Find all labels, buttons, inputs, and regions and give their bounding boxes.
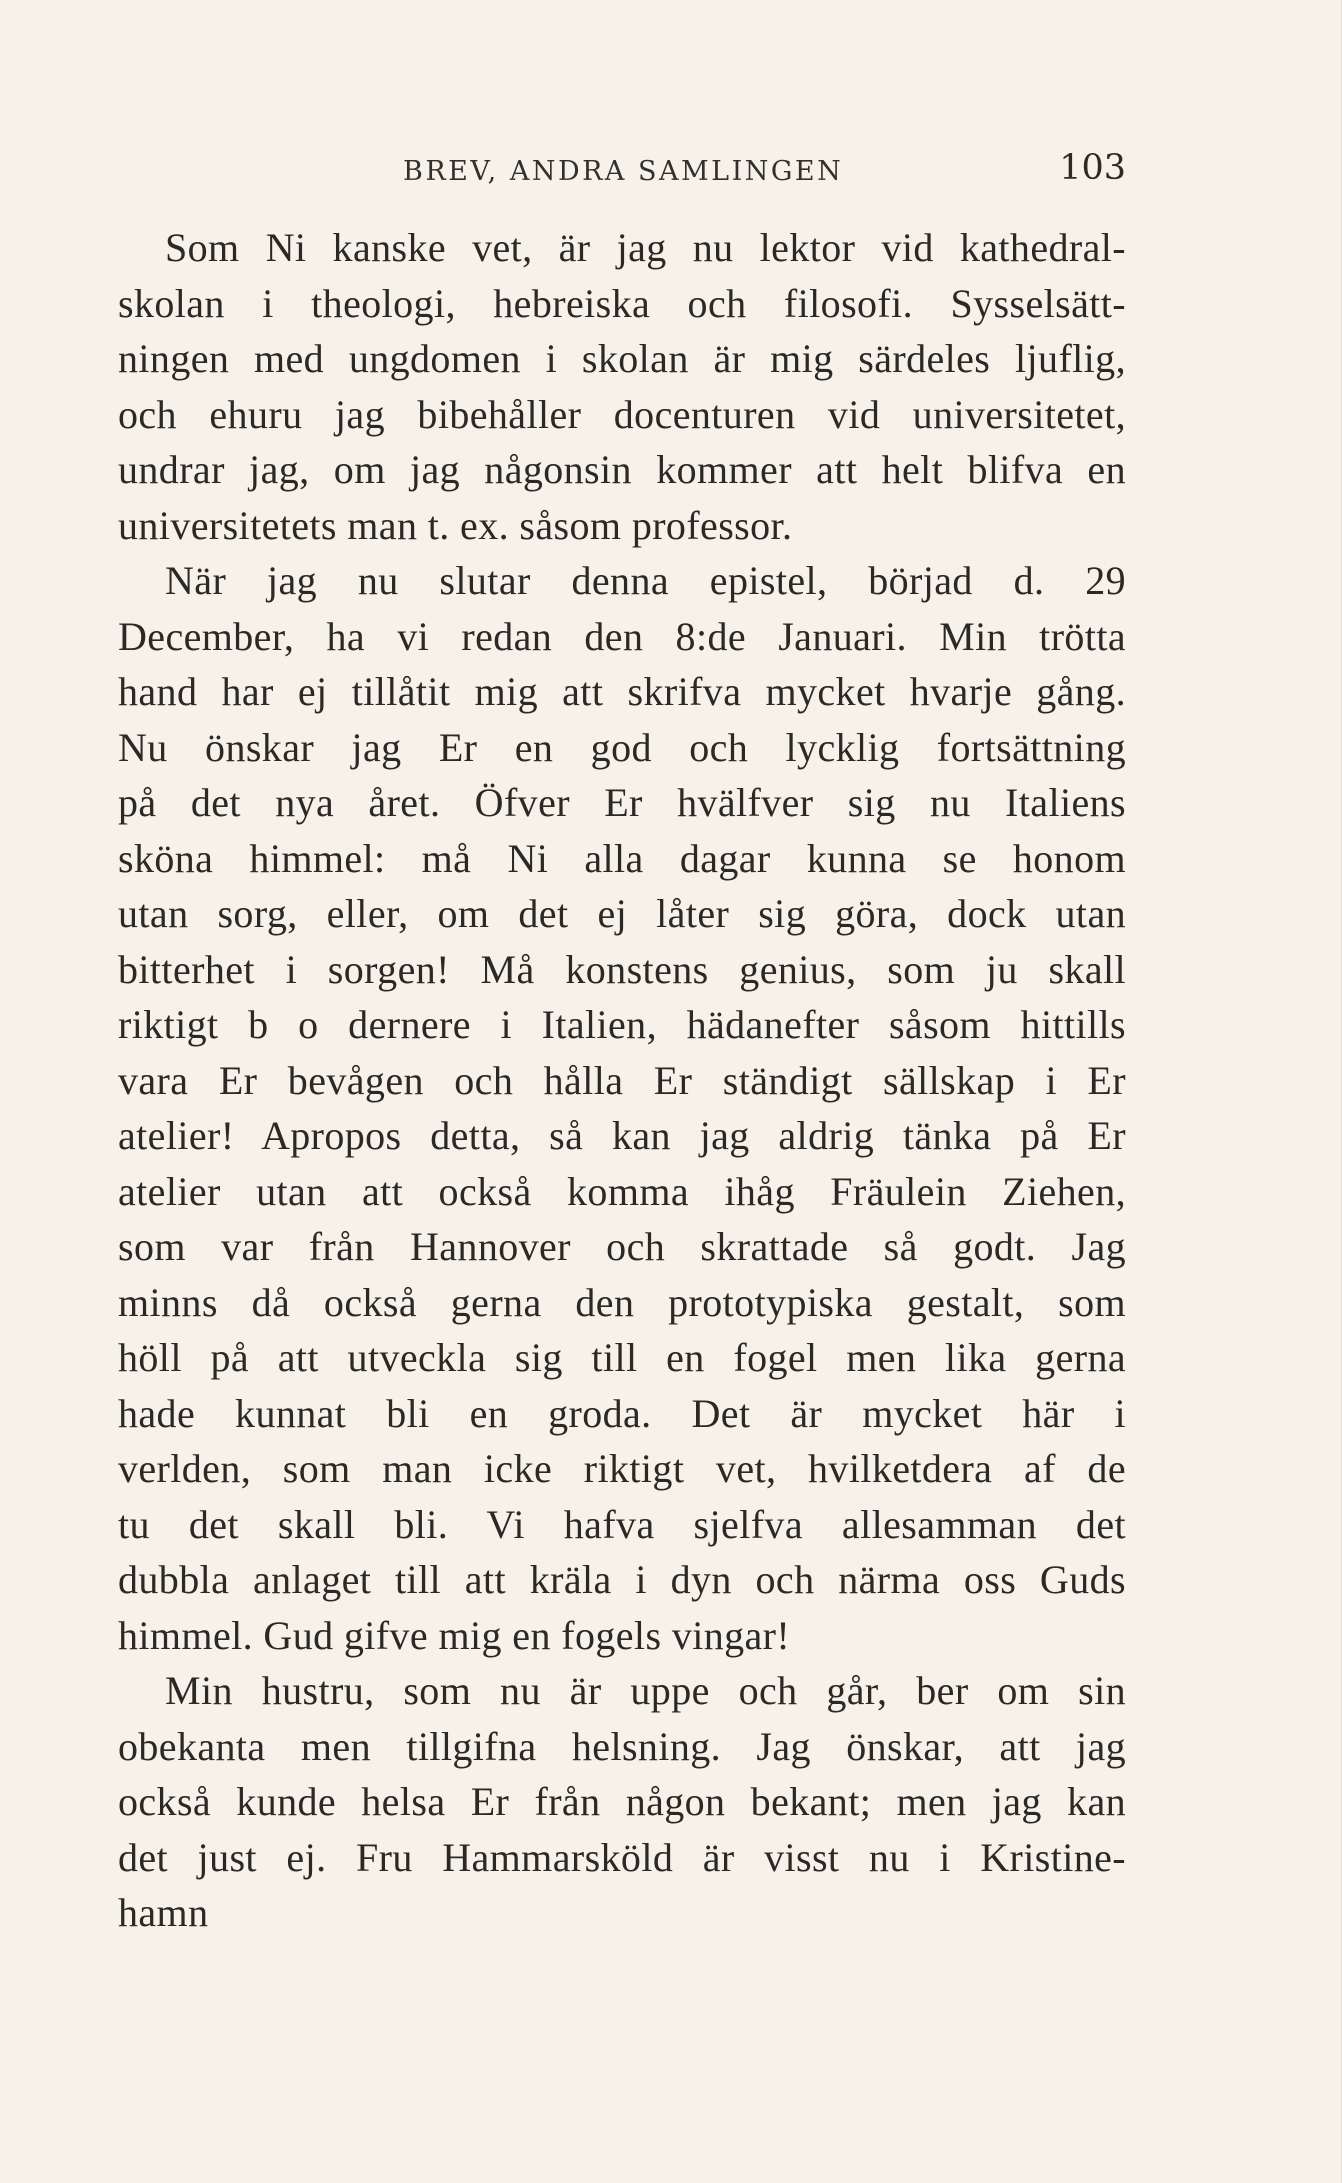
- text-line: och ehuru jag bibehåller docenturen vid universitetet,: [118, 391, 1126, 437]
- text-line: minns då också gerna den prototypiska gestalt, som: [118, 1279, 1126, 1325]
- body-text: [118, 220, 1126, 1941]
- text-line: Min hustru, som nu är uppe och går, ber om sin: [165, 1668, 1126, 1713]
- text-line: bitterhet i sorgen! Må konstens genius, som ju skall: [118, 946, 1126, 992]
- text-line: som var från Hannover och skrattade så godt. Jag: [118, 1224, 1126, 1269]
- text-line: dubbla anlaget till att kräla i dyn och närma oss Guds: [118, 1557, 1126, 1602]
- text-line: himmel. Gud gifve mig en fogels vingar!: [118, 1612, 791, 1658]
- running-title: BREV, ANDRA SAMLINGEN: [403, 156, 844, 187]
- text-line: hamn: [118, 1890, 209, 1935]
- text-line: December, ha vi redan den 8:de Januari. Min trötta: [118, 613, 1126, 659]
- text-line: på det nya året. Öfver Er hvälfver sig nu Italiens: [118, 780, 1126, 825]
- page-number: 103: [1059, 148, 1126, 188]
- text-line: ningen med ungdomen i skolan är mig särdeles ljuflig,: [118, 336, 1126, 381]
- text-line: universitetets man t. ex. såsom professor.: [118, 502, 793, 548]
- text-line: sköna himmel: må Ni alla dagar kunna se honom: [118, 835, 1126, 881]
- text-line: tu det skall bli. Vi hafva sjelfva allesamman det: [118, 1501, 1126, 1547]
- text-line: verlden, som man icke riktigt vet, hvilketdera af de: [118, 1446, 1126, 1491]
- text-line: skolan i theologi, hebreiska och filosofi. Sysselsätt-: [118, 280, 1126, 326]
- text-line: När jag nu slutar denna epistel, börjad d. 29: [165, 558, 1126, 603]
- text-line: höll på att utveckla sig till en fogel men lika gerna: [118, 1335, 1126, 1380]
- text-line: vara Er bevågen och hålla Er ständigt sällskap i Er: [118, 1057, 1126, 1103]
- text-line: Som Ni kanske vet, är jag nu lektor vid kathedral-: [165, 225, 1126, 270]
- text-line: hand har ej tillåtit mig att skrifva mycket hvarje gång.: [118, 669, 1126, 714]
- text-line: också kunde helsa Er från någon bekant; men jag kan: [118, 1779, 1126, 1824]
- text-line: atelier utan att också komma ihåg Fräulein Ziehen,: [118, 1168, 1126, 1214]
- page-header: [118, 148, 1126, 194]
- text-line: riktigt b o dernere i Italien, hädanefter såsom hittills: [118, 1002, 1126, 1047]
- text-line: hade kunnat bli en groda. Det är mycket här i: [118, 1390, 1126, 1436]
- text-line: utan sorg, eller, om det ej låter sig göra, dock utan: [118, 891, 1126, 936]
- text-line: obekanta men tillgifna helsning. Jag önskar, att jag: [118, 1723, 1126, 1769]
- text-line: det just ej. Fru Hammarsköld är visst nu i Kristine-: [118, 1834, 1126, 1880]
- text-line: atelier! Apropos detta, så kan jag aldrig tänka på Er: [118, 1113, 1126, 1158]
- text-line: undrar jag, om jag någonsin kommer att helt blifva en: [118, 447, 1126, 492]
- text-line: Nu önskar jag Er en god och lycklig fortsättning: [118, 724, 1126, 770]
